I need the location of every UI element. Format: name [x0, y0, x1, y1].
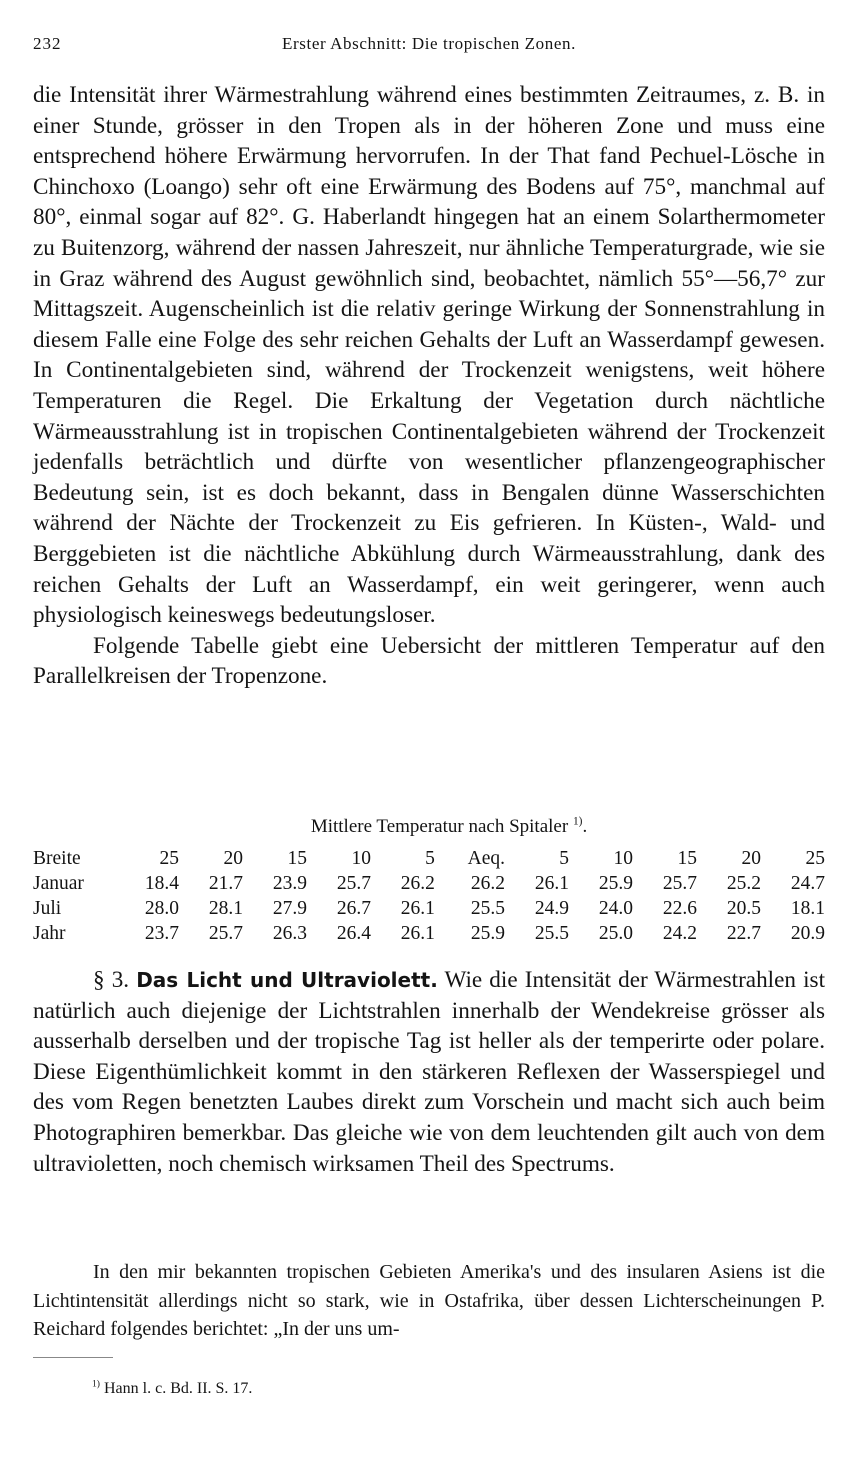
- table-cell: 25.0: [598, 922, 633, 944]
- table-column-header: 10: [613, 847, 633, 869]
- table-cell: 24.7: [790, 872, 825, 894]
- table-cell: 25.7: [208, 922, 243, 944]
- table-row: [33, 896, 825, 921]
- table-cell: 25.2: [726, 872, 761, 894]
- table-cell: 25.9: [598, 872, 633, 894]
- table-column-header: 25: [159, 847, 179, 869]
- table-row-label: Juli: [33, 897, 62, 919]
- footnote: [92, 1380, 252, 1398]
- table-cell: 25.9: [470, 922, 505, 944]
- table-cell: 18.1: [790, 897, 825, 919]
- table-cell: 26.2: [400, 872, 435, 894]
- table-cell: 26.1: [534, 872, 569, 894]
- table-caption-text: Mittlere Temperatur nach Spitaler: [310, 816, 569, 837]
- main-text: [33, 80, 825, 692]
- section-title: Das Licht und Ultraviolett.: [136, 968, 438, 992]
- footnote-mark: 1): [92, 1378, 100, 1390]
- table-cell: 26.7: [336, 897, 371, 919]
- table-row: [33, 871, 825, 896]
- table-cell: 21.7: [208, 872, 243, 894]
- table-cell: 20.5: [726, 897, 761, 919]
- table-cell: 26.4: [336, 922, 371, 944]
- small-paragraph-text: In den mir bekannten tropischen Gebieten Amerika's und des insularen Asiens ist die Lichtintensität allerdings nicht so stark, wie in Ostafrika, über dessen Lichterscheinungen P. Reichard folgendes berichtet: „In der uns um-: [33, 1261, 825, 1340]
- table-cell: 24.2: [662, 922, 697, 944]
- table-cell: 25.7: [662, 872, 697, 894]
- table-cell: 26.1: [400, 897, 435, 919]
- page-header: [33, 34, 825, 60]
- table-column-header: 20: [223, 847, 243, 869]
- paragraph-warmth: die Intensität ihrer Wärmestrahlung während eines bestimmten Zeitraumes, z. B. in einer Stunde, grösser in den Tropen als in der höheren Zone und muss eine entsprechend höhere Erwärmung hervorrufen. In der That fand Pechuel-Lösche in Chinchoxo (Loango) sehr oft eine Erwärmung des Bodens auf 75°, manchmal auf 80°, einmal sogar auf 82°. G. Haberlandt hingegen hat an einem Solarthermometer zu Buitenzorg, während der nassen Jahreszeit, nur ähnliche Temperaturgrade, wie sie in Graz während des August gewöhnlich sind, beobachtet, nämlich 55°—56,7° zur Mittagszeit. Augenscheinlich ist die relativ geringe Wirkung der Sonnenstrahlung in diesem Falle eine Folge des sehr reichen Gehalts der Luft an Wasserdampf gewesen. In Continentalgebieten sind, während der Trockenzeit wenigstens, weit höhere Temperaturen die Regel. Die Erkaltung der Vegetation durch nächtliche Wärmeausstrahlung ist in tropischen Continentalgebieten während der Trockenzeit jedenfalls beträchtlich und dürfte von wesentlicher pflanzengeographischer Bedeutung sein, ist es doch bekannt, dass in Bengalen dünne Wasserschichten während der Nächte der Trockenzeit zu Eis gefrieren. In Küsten-, Wald- und Berggebieten ist die nächtliche Abkühlung durch Wärmeausstrahlung, dank des reichen Gehalts der Luft an Wasserdampf, ein weit geringerer, wenn auch physiologisch keineswegs bedeutungsloser.: [33, 82, 825, 629]
- table-column-header: 15: [287, 847, 307, 869]
- table-cell: 25.7: [336, 872, 371, 894]
- table-column-header: 20: [741, 847, 761, 869]
- table-cell: 23.7: [144, 922, 179, 944]
- page-number: 232: [33, 34, 62, 53]
- table-cell: 28.0: [144, 897, 179, 919]
- paragraph-table-intro: Folgende Tabelle giebt eine Uebersicht der mittleren Temperatur auf den Parallelkreisen der Tropenzone.: [33, 632, 825, 690]
- table-cell: 20.9: [790, 922, 825, 944]
- table-column-header: 5: [425, 847, 435, 869]
- table-cell: 25.5: [534, 922, 569, 944]
- table-caption-footnote-mark: 1): [572, 815, 583, 828]
- running-title: Erster Abschnitt: Die tropischen Zonen.: [282, 34, 576, 53]
- table-column-header: Aeq.: [467, 847, 505, 869]
- footnote-text: Hann l. c. Bd. II. S. 17.: [104, 1380, 253, 1397]
- table-column-header: 10: [351, 847, 371, 869]
- table-column-header: 25: [805, 847, 825, 869]
- table-cell: 27.9: [272, 897, 307, 919]
- table-row: [33, 921, 825, 946]
- section-number: § 3.: [93, 967, 130, 993]
- table-cell: 25.5: [470, 897, 505, 919]
- section-paragraph: [33, 965, 825, 1179]
- temperature-table: [33, 846, 825, 946]
- footnote-divider: [33, 1357, 113, 1358]
- table-header-row: [33, 846, 825, 871]
- table-cell: 22.7: [726, 922, 761, 944]
- table-row-label: Januar: [33, 872, 84, 894]
- table-cell: 26.2: [470, 872, 505, 894]
- table-cell: 24.9: [534, 897, 569, 919]
- table-cell: 24.0: [598, 897, 633, 919]
- table-cell: 23.9: [272, 872, 307, 894]
- table-cell: 26.1: [400, 922, 435, 944]
- table-caption-period: .: [582, 816, 588, 837]
- table-row-label: Jahr: [33, 922, 66, 944]
- section-light: [33, 965, 825, 1179]
- table-cell: 18.4: [144, 872, 179, 894]
- small-print-paragraph: [33, 1258, 825, 1344]
- table-cell: 26.3: [272, 922, 307, 944]
- table-header-label: Breite: [33, 847, 81, 869]
- table-cell: 22.6: [662, 897, 697, 919]
- table-column-header: 5: [559, 847, 569, 869]
- table-caption: [33, 816, 825, 838]
- table-column-header: 15: [677, 847, 697, 869]
- table-cell: 28.1: [208, 897, 243, 919]
- section-text: Wie die Intensität der Wärmestrahlen ist natürlich auch diejenige der Lichtstrahlen innerhalb der Wendekreise grösser als ausserhalb derselben und der tropische Tag ist heller als der temperirte oder polare. Diese Eigenthümlichkeit kommt in den stärkeren Reflexen der Wasserspiegel und des vom Regen benetzten Laubes direkt zum Vorschein und macht sich auch beim Photographiren bemerkbar. Das gleiche wie von dem leuchtenden gilt auch von dem ultravioletten, noch chemisch wirksamen Theil des Spectrums.: [33, 967, 826, 1177]
